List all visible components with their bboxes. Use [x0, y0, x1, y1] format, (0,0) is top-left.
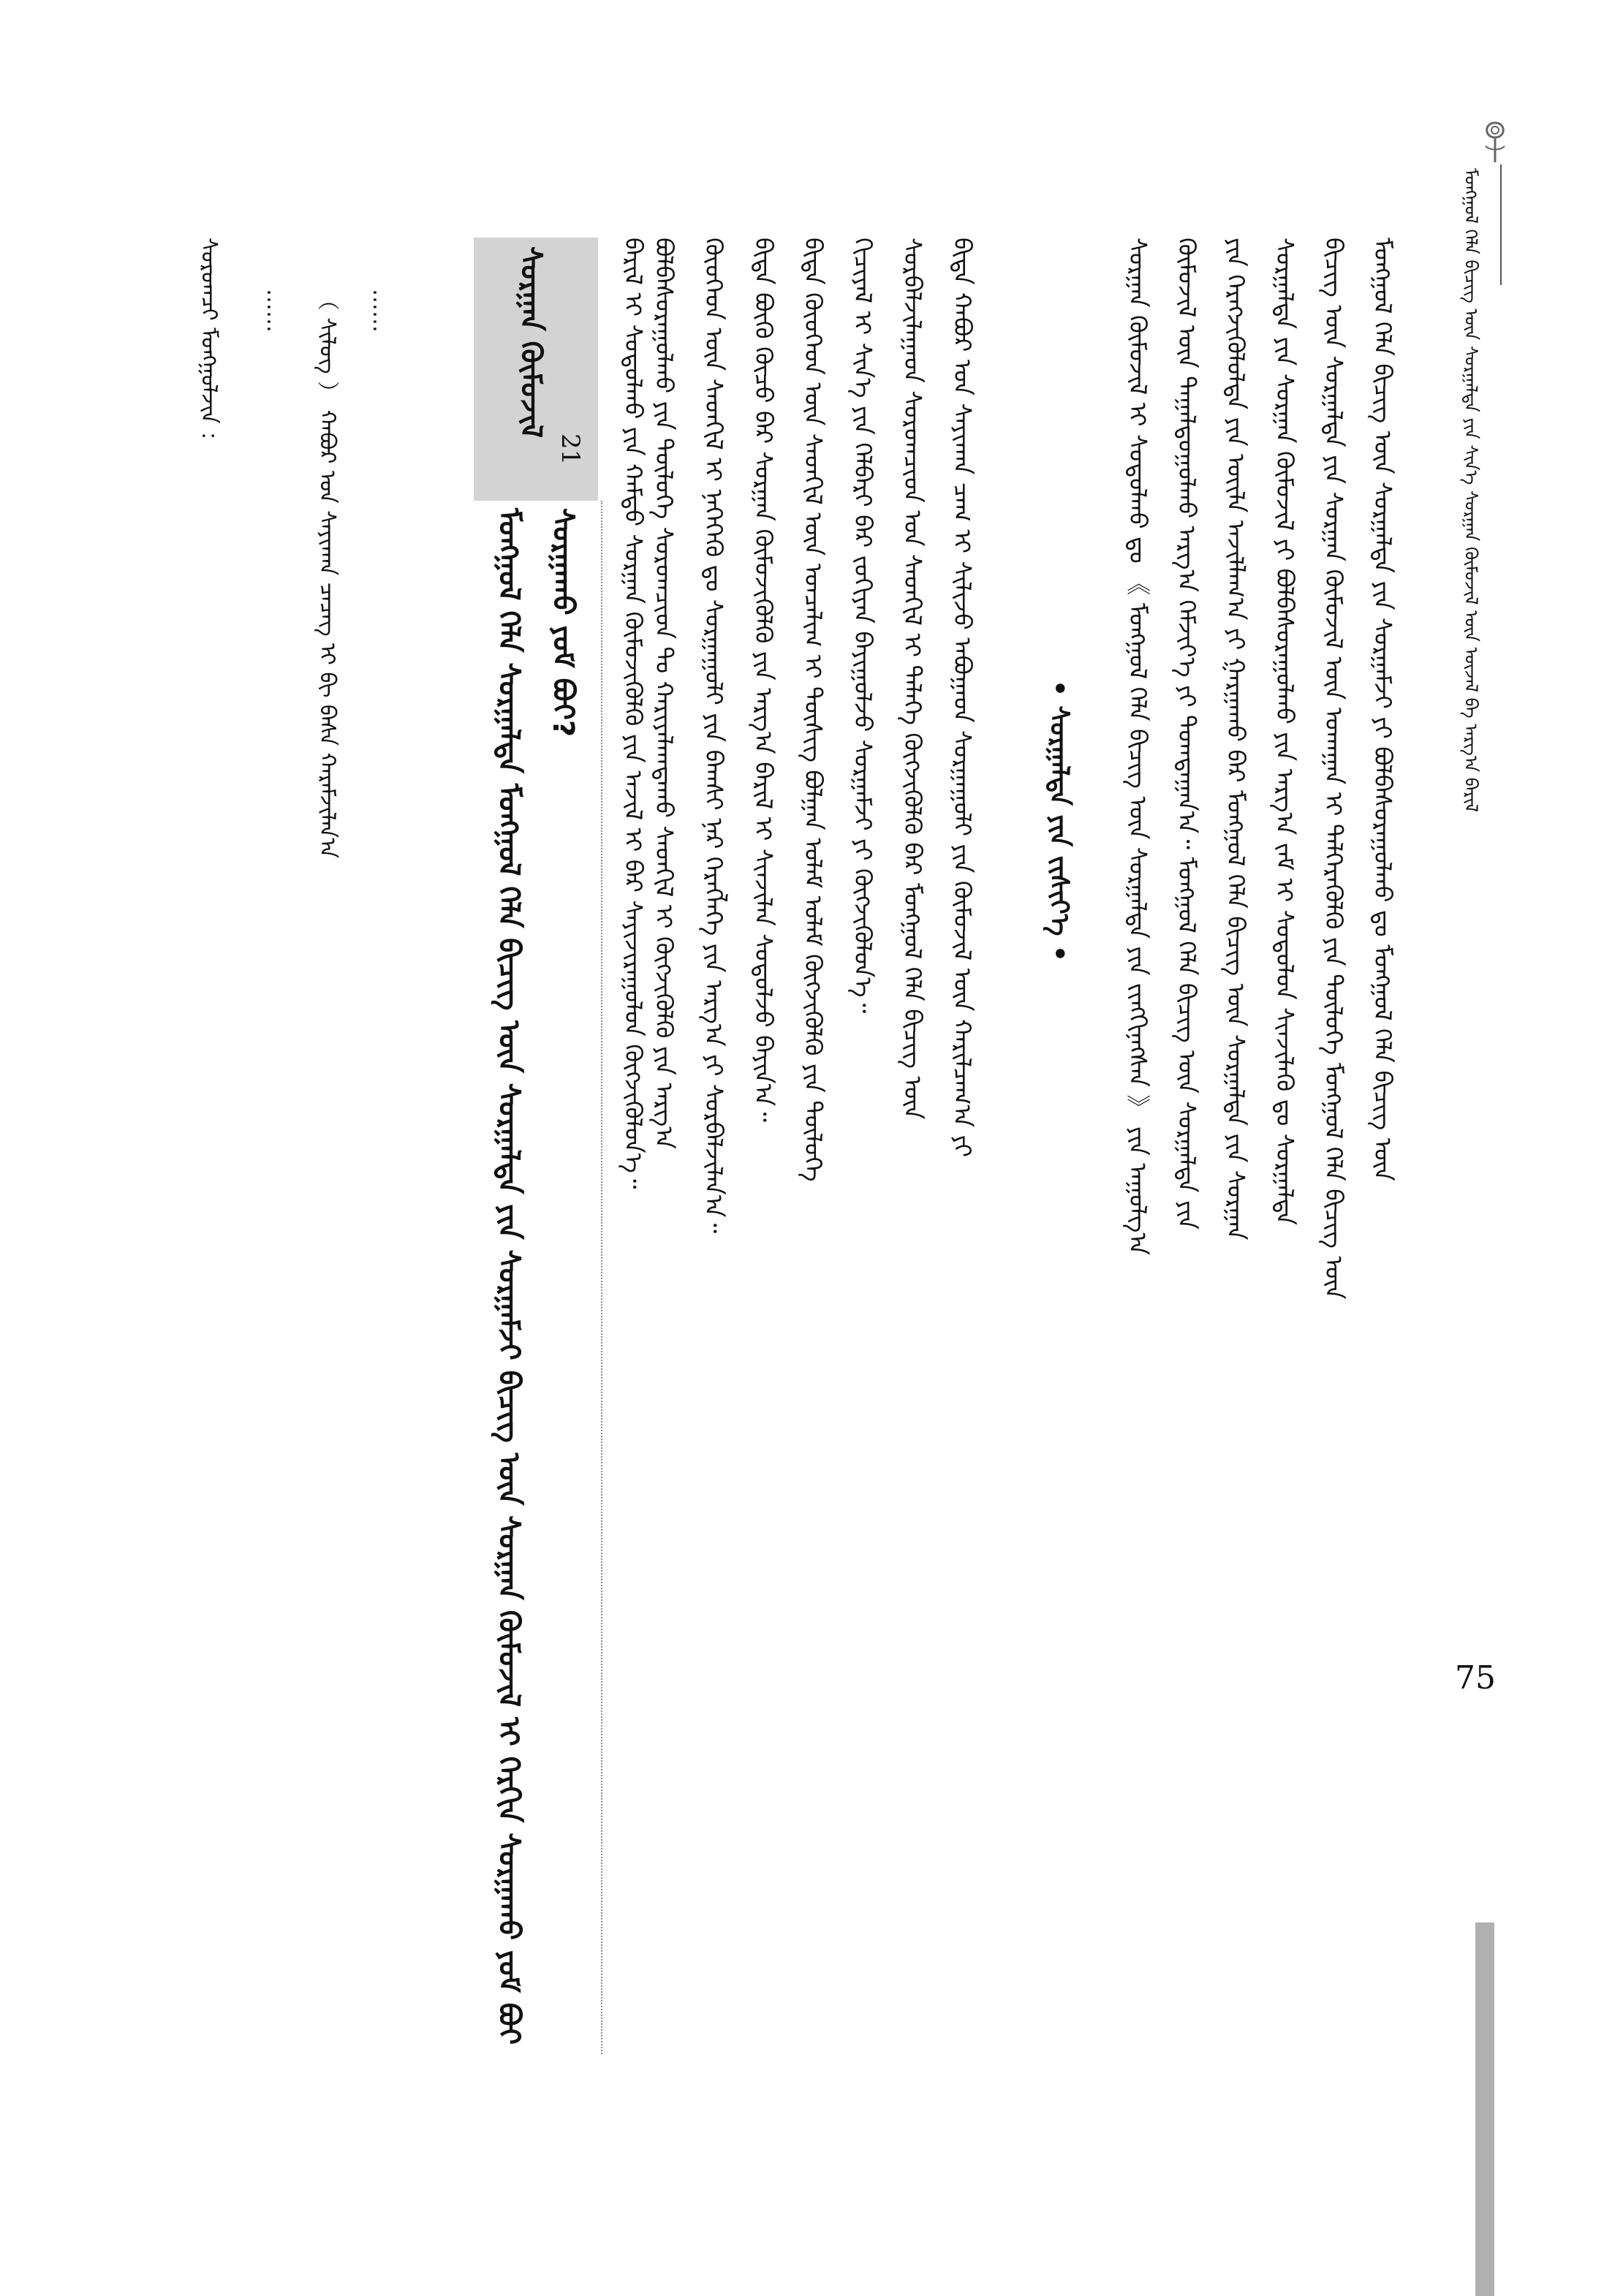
ellipsis: …… — [262, 289, 287, 333]
ellipsis: …… — [368, 289, 393, 333]
example-line: ᠪᠠᠷᠢᠯ ᠢ ᠰᠤᠳᠤᠯᠬᠤ ᠶᠢᠨ ᠬᠠᠮᠲᠤ ᠰᠤᠷᠭᠠᠨ ᠬᠦᠮᠦᠵᠢᠭᠦᠯᠬᠦ ᠶᠢᠨ ᠠᠵᠢᠯ ᠢ ᠪᠠᠷ ᠰᠠᠶᠢᠵᠢᠷᠠᠭᠤᠯᠤᠨ ᠬᠥᠭᠵᠢᠭᠦᠯᠦᠨ᠎ᠡ᠃ — [619, 238, 648, 1189]
running-header: ᠮᠣᠩᠭᠣᠯ ᠬᠡᠯᠡ ᠪᠢᠴᠢᠭ᠌ ᠦᠨ ᠰᠤᠷᠭᠠᠯᠲᠠ ᠶᠢᠨ ᠰᠢᠨ᠎ᠡ ᠰᠤᠷᠭᠠᠨ ᠬᠦᠮᠦᠵᠢᠯ ᠦᠨ ᠦᠵᠡᠯ ᠪᠠ ᠠᠷᠭ᠎ᠠ ᠪᠠᠷᠢᠯ — [1461, 168, 1481, 812]
example-line: ᠪᠢᠳᠡ ᠬᠦᠦᠬᠡᠳ ᠦᠨ ᠰᠡᠳᠬᠢᠯ ᠦᠨ ᠣᠨᠴᠠᠯᠢᠭ ᠢ ᠲᠦᠰᠢᠭ ᠪᠣᠯᠭᠠᠨ ᠤᠯᠠᠮ ᠤᠯᠠᠮ ᠬᠥᠭᠵᠢᠭᠦᠯᠬᠦ ᠶᠢᠨ ᠲᠥᠯᠥᠭᠡ — [799, 238, 828, 1182]
paragraph-line: ᠮᠣᠩᠭᠣᠯ ᠬᠡᠯᠡ ᠪᠢᠴᠢᠭ᠌ ᠦᠨ ᠰᠤᠷᠭᠠᠯᠲᠠ ᠶᠢᠨ ᠰᠤᠷᠭᠠᠮᠵᠢ ᠶᠢ ᠪᠣᠯᠪᠠᠰᠤᠷᠠᠭᠤᠯᠬᠤ ᠳᠤ ᠮᠣᠩᠭᠣᠯ ᠬᠡᠯᠡ ᠪᠢᠴᠢᠭ᠌ ᠦᠨ — [1369, 238, 1397, 1181]
question-subtitle: ᠮᠣᠩᠭᠣᠯ ᠬᠡᠯᠡ ᠰᠤᠷᠭᠠᠯᠲᠠ ᠮᠣᠩᠭᠣᠯ ᠬᠡᠯᠡ ᠪᠢᠴᠢᠭ᠌ ᠦᠨ ᠰᠤᠷᠭᠠᠯᠲᠠ ᠶᠢᠨ ᠰᠤᠷᠭᠠᠮᠵᠢ ᠪᠢᠴᠢᠭ᠌ ᠦᠨ ᠰᠤᠷᠭᠠᠨ ᠬᠦᠮᠦᠵᠢᠯ ᠢ ᠬᠡᠷᠬᠢᠨ ᠰᠤᠷᠭᠠᠬᠤ ᠶᠤᠮ ᠪᠤᠢ — [492, 508, 526, 2045]
header-ornament-icon — [1469, 117, 1521, 171]
example-line: ᠰᠤᠷᠪᠠᠯᠵᠢᠯᠠᠭᠠᠳ ᠰᠤᠷᠤᠭᠴᠢᠳ ᠤᠨ ᠰᠡᠳᠬᠢᠯ ᠢ ᠲᠡᠯᠡᠭᠡ ᠬᠦᠭᠵᠢᠭᠦᠯᠬᠦ ᠪᠠᠷ ᠮᠣᠩᠭᠣᠯ ᠬᠡᠯᠡ ᠪᠢᠴᠢᠭ᠌ ᠦᠨ — [898, 238, 927, 1120]
paragraph-line: ᠬᠦᠮᠦᠵᠢᠯ ᠦᠨ ᠳᠠᠭᠠᠯᠳᠤᠭᠤᠯᠬᠤ ᠠᠷᠭ᠎ᠠ ᠬᠡᠮᠵᠢᠶ᠎ᠡ ᠶᠢ ᠲᠣᠭᠲᠠᠭᠠᠨ᠎ᠠ᠃ ᠮᠣᠩᠭᠣᠯ ᠬᠡᠯᠡ ᠪᠢᠴᠢᠭ᠌ ᠦᠨ ᠰᠤᠷᠭᠠᠯᠲᠠ ᠶᠢᠨ — [1173, 238, 1201, 1230]
poem-line: （ ᠰᠢᠯᠦᠭ ） ᠬᠠᠪᠤᠷ ᠤᠨ ᠰᠠᠶᠢᠬᠠᠨ ᠴᠡᠴᠡᠭ ᠢ ᠪᠢ ᠪᠠᠰᠠ ᠬᠠᠷᠠᠮᠵᠢᠯᠠᠨ᠎ᠠ — [314, 289, 340, 859]
example-line: ᠪᠢᠳᠡ ᠪᠦᠬᠦ ᠬᠦᠴᠦ ᠪᠡᠷ ᠰᠤᠷᠭᠠᠨ ᠬᠦᠮᠦᠵᠢᠭᠦᠯᠬᠦ ᠶᠢᠨ ᠠᠷᠭ᠎ᠠ ᠪᠠᠷᠢᠯ ᠢ ᠰᠢᠨᠵᠢᠯᠡᠨ ᠰᠤᠳᠤᠯᠵᠤ ᠪᠠᠶᠢᠨ᠎ᠠ᠃ — [749, 238, 778, 1122]
paragraph-line: ᠰᠤᠷᠭᠠᠯᠲᠠ ᠶᠢᠨ ᠰᠤᠷᠭᠠᠨ ᠬᠦᠮᠦᠵᠢᠯ ᠶᠢ ᠪᠣᠯᠪᠠᠰᠤᠷᠠᠭᠤᠯᠬᠤ ᠶᠢᠨ ᠠᠷᠭ᠎ᠠ ᠵᠠᠮ ᠢ ᠰᠤᠳᠤᠯᠤᠨ ᠰᠢᠨᠵᠢᠯᠡᠬᠦ ᠳᠤ ᠰᠤᠷᠭᠠᠯᠲᠠ — [1271, 238, 1299, 1226]
signature: ᠰᠤᠷᠤᠭᠴᠢ ᠮᠣᠩᠭᠣᠯᠵᠢᠨ ： — [196, 238, 222, 453]
section-heading-box — [474, 238, 598, 501]
page-edge-tab — [1475, 1922, 1494, 2296]
example-line: ᠪᠢᠳᠡ ᠬᠠᠪᠤᠷ ᠤᠨ ᠰᠠᠶᠢᠬᠠᠨ ᠴᠠᠭ ᠢ ᠰᠢᠯᠢᠵᠦ ᠠᠪᠤᠭᠠᠳ ᠰᠤᠷᠭᠠᠭᠤᠯᠢ ᠶᠢᠨ ᠬᠦᠮᠦᠵᠢᠯ ᠦᠨ ᠬᠠᠷᠢᠯᠴᠠᠭ᠎ᠠ ᠶᠢ — [948, 238, 977, 1158]
dotted-divider — [601, 501, 602, 2054]
example-line: ᠬᠢᠴᠢᠶᠡᠯ ᠢ ᠰᠢᠨ᠎ᠡ ᠶᠢᠨ ᠬᠡᠯᠪᠡᠷᠢ ᠪᠡᠷ ᠵᠣᠬᠢᠶᠠᠨ ᠪᠠᠶᠢᠭᠤᠯᠵᠤ ᠰᠤᠷᠭᠠᠮᠵᠢ ᠶᠢ ᠬᠥᠭᠵᠢᠭᠦᠯᠦᠨ᠎ᠡ᠃ — [849, 238, 877, 1014]
paragraph-line: ᠰᠤᠷᠭᠠᠨ ᠬᠦᠮᠦᠵᠢᠯ ᠢ ᠰᠤᠳᠤᠯᠬᠤ ᠳᠤ 《 ᠮᠣᠩᠭᠣᠯ ᠬᠡᠯᠡ ᠪᠢᠴᠢᠭ᠌ ᠦᠨ ᠰᠤᠷᠭᠠᠯᠲᠠ ᠶᠢᠨ ᠵᠢᠩᠬᠢᠨᠡᠭᠰᠡᠨ 》 ᠶᠢᠨ ᠠᠭᠤᠯᠭ᠎ᠠ — [1124, 238, 1152, 1255]
example-line: ᠪᠣᠯᠪᠠᠰᠤᠷᠠᠭᠤᠯᠬᠤ ᠶᠢᠨ ᠲᠥᠯᠥᠭᠡ ᠰᠤᠷᠤᠭᠴᠢᠳ ᠲᠤ ᠬᠠᠷᠢᠶᠠᠯᠠᠭᠳᠠᠬᠤ ᠰᠡᠳᠬᠢᠯ ᠢ ᠬᠥᠭᠵᠢᠭᠦᠯᠬᠦ ᠶᠢᠨ ᠠᠷᠭ᠎ᠠ — [650, 238, 678, 1149]
paragraph-line: ᠶᠢᠨ ᠬᠡᠷᠡᠭᠵᠢᠭᠦᠯᠦᠯᠲᠡ ᠶᠢᠨ ᠦᠢᠯᠡ ᠠᠵᠢᠯᠯᠠᠭ᠎ᠠ ᠶᠢ ᠭᠠᠷᠭᠠᠬᠤ ᠪᠠᠷ ᠮᠣᠩᠭᠣᠯ ᠬᠡᠯᠡ ᠪᠢᠴᠢᠭ᠌ ᠦᠨ ᠰᠤᠷᠭᠠᠯᠲᠠ ᠶᠢᠨ ᠰᠤᠷᠭᠠᠨ — [1222, 238, 1250, 1240]
header-rule — [1500, 164, 1502, 285]
example-line: ᠬᠦᠦᠬᠡᠳ ᠦᠨ ᠰᠡᠳᠬᠢᠯ ᠢ ᠨᠡᠭᠡᠭᠡᠬᠦ ᠳᠤ ᠰᠤᠷᠭᠠᠭᠤᠯᠢ ᠶᠢᠨ ᠪᠠᠭᠰᠢ ᠨᠠᠷ ᠬᠡᠷᠡᠭᠯᠡᠭᠡ ᠶᠢᠨ ᠠᠷᠭ᠎ᠠ ᠶᠢ ᠰᠤᠷᠪᠠᠯᠵᠢᠯᠠᠨ᠎ᠠ᠃ — [700, 238, 728, 1234]
section-title: ᠰᠤᠷᠭᠠᠨ ᠬᠦᠮᠦᠵᠢᠯ — [514, 246, 548, 439]
section-number: 21 — [556, 433, 585, 466]
page-number: 75 — [1455, 1659, 1496, 1697]
question-title: ᠰᠤᠷᠭᠠᠬᠤ ᠶᠤᠮ ᠪᠤᠢ? — [546, 508, 580, 738]
paragraph-line: ᠪᠢᠴᠢᠭ᠌ ᠦᠨ ᠰᠤᠷᠭᠠᠯᠲᠠ ᠶᠢᠨ ᠰᠤᠷᠭᠠᠨ ᠬᠦᠮᠦᠵᠢᠯ ᠦᠨ ᠤᠬᠠᠭᠠᠨ ᠢ ᠲᠡᠯᠭᠡᠷᠡᠭᠦᠯᠬᠦ ᠶᠢᠨ ᠲᠥᠯᠥᠭᠡ ᠮᠣᠩᠭᠣᠯ ᠬᠡᠯᠡ ᠪᠢᠴᠢᠭ᠌ ᠦᠨ — [1320, 238, 1348, 1300]
bullet-heading: • ᠰᠤᠷᠭᠠᠯᠲᠠ ᠶᠢᠨ ᠵᠢᠱᠢᠶ᠎ᠡ • — [1044, 680, 1074, 962]
